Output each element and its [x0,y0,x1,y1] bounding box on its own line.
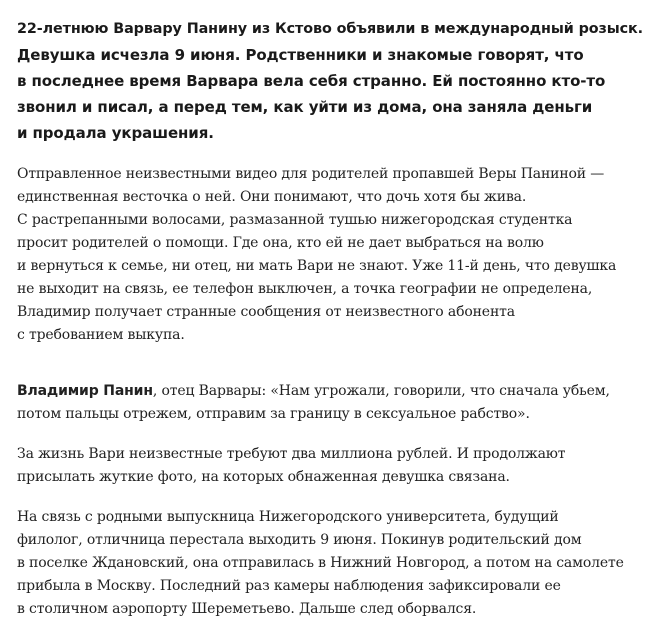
paragraph-video [17,163,647,347]
lead-line: звонил и писал, а перед тем, как уйти из дома, она заняла деньги [17,98,593,116]
article-lead [17,16,647,146]
paragraph-timeline [17,506,647,621]
paragraph-line: прибыла в Москву. Последний раз камеры наблюдения зафиксировали ее [17,578,561,594]
lead-line: 22-летнюю Варвару Панину из Кстово объявили в международный розыск. [17,21,644,37]
quote-text: , отец Варвары: «Нам угрожали, говорили, что сначала убьем, [152,383,610,399]
paragraph-line: и вернуться к семье, ни отец, ни мать Вари не знают. Уже 11-й день, что девушка [17,258,617,274]
paragraph-ransom [17,443,647,489]
paragraph-line: единственная весточка о ней. Они понимают, что дочь хотя бы жива. [17,189,527,205]
paragraph-line: Владимир получает странные сообщения от неизвестного абонента [17,304,515,320]
paragraph-line: потом пальцы отрежем, отправим за границу в сексуальное рабство». [17,406,530,422]
paragraph-quote [17,380,647,426]
paragraph-line: не выходит на связь, ее телефон выключен, а точка географии не определена, [17,281,593,297]
paragraph-line: в столичном аэропорту Шереметьево. Дальше след оборвался. [17,601,477,617]
article-body [17,16,647,621]
paragraph-line: филолог, отличница перестала выходить 9 июня. Покинув родительский дом [17,532,582,548]
paragraph-line: На связь с родными выпускница Нижегородского университета, будущий [17,509,559,525]
paragraph-line: просит родителей о помощи. Где она, кто ей не дает выбраться на волю [17,235,544,251]
paragraph-line: С растрепанными волосами, размазанной тушью нижегородская студентка [17,212,573,228]
lead-line: в последнее время Варвара вела себя странно. Ей постоянно кто-то [17,72,606,90]
speaker-name: Владимир Панин [17,383,153,399]
paragraph-line: с требованием выкупа. [17,327,185,343]
paragraph-line: присылать жуткие фото, на которых обнаженная девушка связана. [17,469,510,485]
paragraph-line [17,380,647,403]
paragraph-line: в поселке Ждановский, она отправилась в Нижний Новгород, а потом на самолете [17,555,624,571]
lead-line: Девушка исчезла 9 июня. Родственники и знакомые говорят, что [17,46,584,64]
lead-line: и продала украшения. [17,124,214,142]
paragraph-line: За жизнь Вари неизвестные требуют два миллиона рублей. И продолжают [17,446,566,462]
paragraph-line: Отправленное неизвестными видео для родителей пропавшей Веры Паниной — [17,166,605,182]
